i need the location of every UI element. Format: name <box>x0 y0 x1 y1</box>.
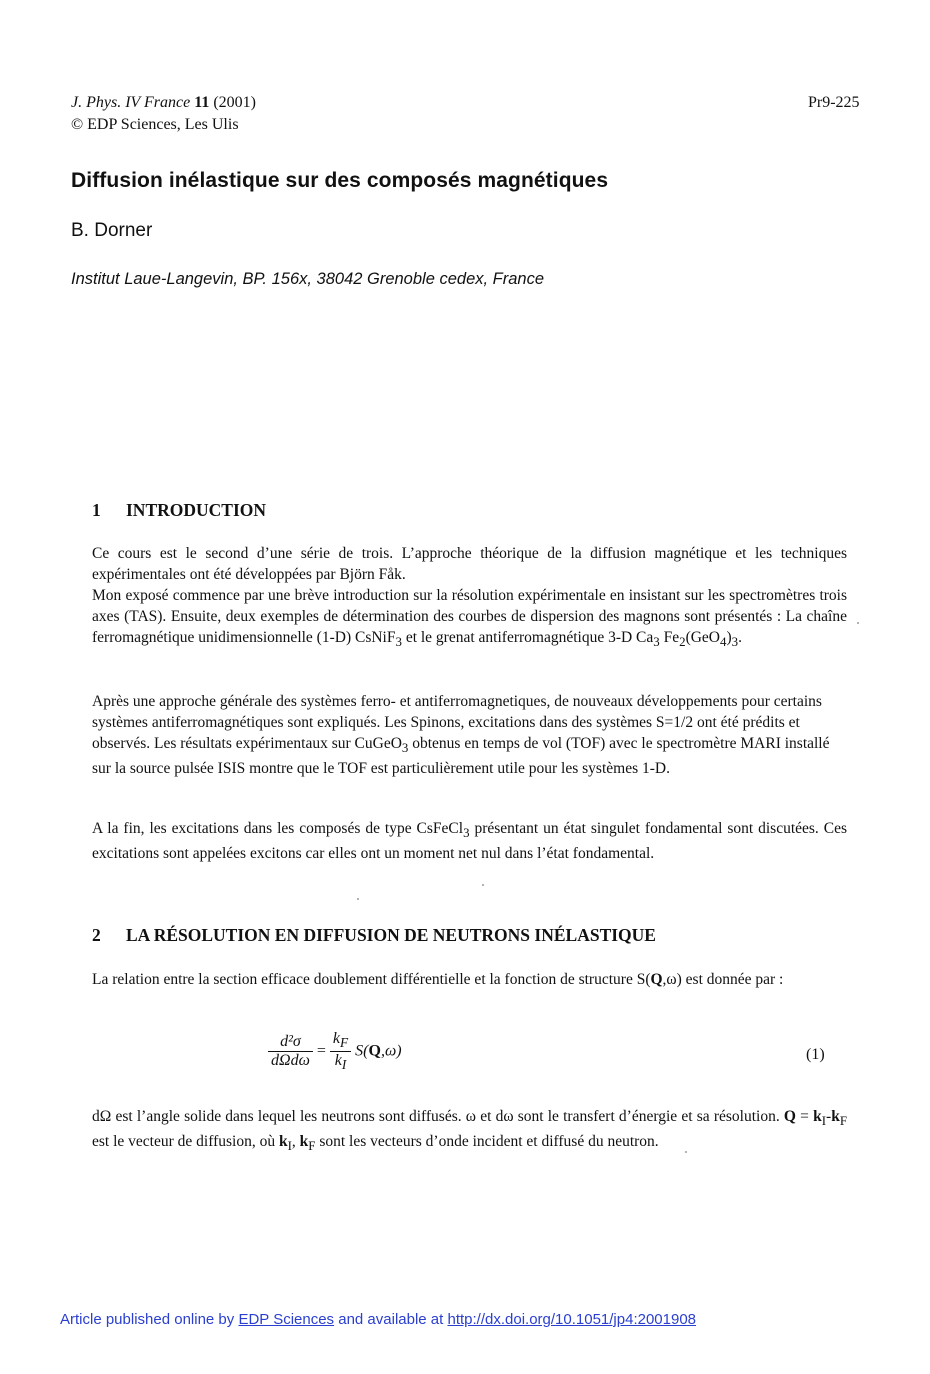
scan-speck <box>482 884 484 886</box>
publication-footer: Article published online by EDP Sciences and available at http://dx.doi.org/10.1051/jp4:2001908 <box>60 1311 697 1328</box>
section-heading-1 <box>92 499 266 521</box>
section-heading-2 <box>92 924 656 946</box>
journal-name: J. Phys. IV France <box>71 94 191 111</box>
section-title: INTRODUCTION <box>126 500 267 520</box>
intro-paragraph-1 <box>92 543 847 652</box>
section2-after-equation: dΩ est l’angle solide dans lequel les neutrons sont diffusés. ω et dω sont le transfert d’énergie et sa résolution. $Q = k_I-k_F$ est le vecteur de diffusion, où $k_I$, $k_F$ sont les vecteurs d’onde incident et diffusé du neutron. <box>92 1108 847 1154</box>
section2-intro: La relation entre la section efficace doublement différentielle et la fonction de structure S(Q,ω) est donnée par : <box>92 971 784 988</box>
section-title: LA RÉSOLUTION EN DIFFUSION DE NEUTRONS INÉLASTIQUE <box>126 925 656 945</box>
section-number: 1 <box>92 500 101 520</box>
intro-paragraph-2: Après une approche générale des systèmes ferro- et antiferromagnetiques, de nouveaux développements pour certains systèmes antiferromagnétiques sont expliqués. Les Spinons, excitations dans des systèmes S=1/2 ont été prédits et observés. Les résultats expérimentaux sur CuGeO$_3$ obtenus en temps de vol (TOF) avec le spectromètre MARI installé sur la source pulsée ISIS montre que le TOF est particulièrement utile pour les systèmes 1-D. <box>92 693 830 778</box>
wavevector-ratio: $\frac{k_F}{k_I}$ <box>330 1030 351 1073</box>
edp-sciences-link[interactable]: EDP Sciences <box>238 1311 335 1328</box>
equation-number: (1) <box>806 1046 825 1063</box>
publisher-line: © EDP Sciences, Les Ulis <box>71 116 239 133</box>
scan-speck <box>685 1151 687 1153</box>
doi-link[interactable]: http://dx.doi.org/10.1051/jp4:2001908 <box>447 1311 697 1328</box>
scan-speck <box>857 622 859 624</box>
equation-1: $\frac{\text{d²σ}}{\text{dΩdω}}$ = $\frac{k_F}{k_I}$ S(Q,ω) <box>268 1030 402 1073</box>
author-affiliation: Institut Laue-Langevin, BP. 156x, 38042 Grenoble cedex, France <box>71 270 545 288</box>
page-number: Pr9-225 <box>808 94 860 111</box>
paper-title: Diffusion inélastique sur des composés magnétiques <box>71 169 609 192</box>
intro-overview: Mon exposé commence par une brève introduction sur la résolution expérimentale en insistant sur les spectromètres trois axes (TAS). Ensuite, deux exemples de détermination des courbes de dispersion des magnons sont présentés : La chaîne ferromagnétique unidimensionnelle (1-D) CsNiF$_3$ et le grenat antiferromagnétique 3-D $Ca_3$ $Fe_2(GeO_4)_3$. <box>92 587 847 650</box>
author-name: B. Dorner <box>71 220 153 241</box>
cross-section-fraction: $\frac{\text{d²σ}}{\text{dΩdω}}$ <box>268 1033 313 1070</box>
journal-year: (2001) <box>213 94 256 111</box>
scan-speck <box>357 898 359 900</box>
intro-sentence: Ce cours est le second d’une série de trois. L’approche théorique de la diffusion magnétique et les techniques expérimentales ont été développées par Björn Fåk. <box>92 545 847 583</box>
structure-factor: S(Q,ω) <box>355 1042 402 1060</box>
journal-volume: 11 <box>194 94 210 111</box>
section-number: 2 <box>92 925 101 945</box>
journal-citation <box>71 93 256 113</box>
intro-paragraph-3: A la fin, les excitations dans les composés de type CsFeCl$_3$ présentant un état singulet fondamental sont discutées. Ces excitations sont appelées excitons car elles ont un moment net nul dans l’état fondamental. <box>92 820 847 863</box>
